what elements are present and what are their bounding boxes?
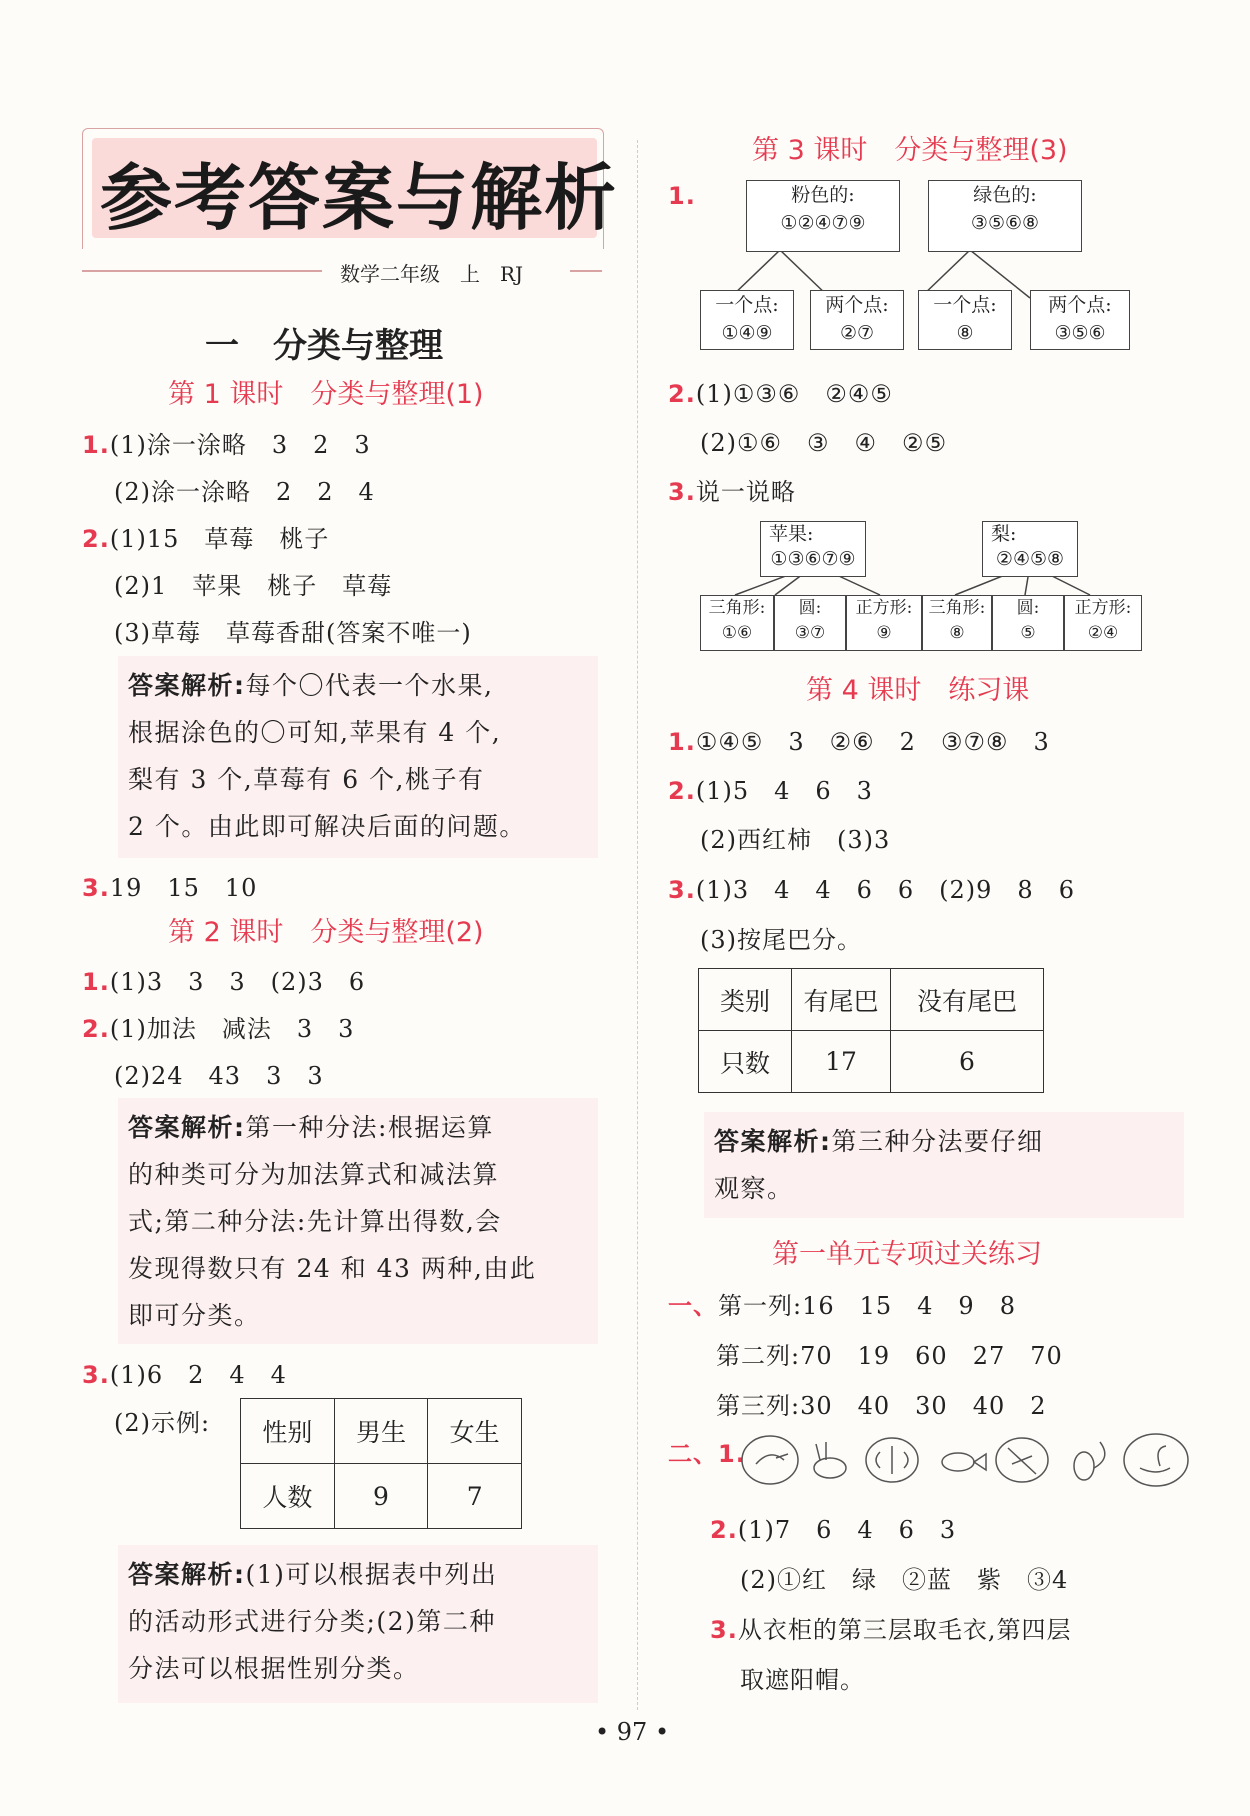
table-row-label: 人数 [241,1464,335,1529]
l4-analysis: 答案解析:第三种分法要仔细 观察。 [704,1112,1184,1218]
up-s2-num: 二、1. [668,1440,746,1468]
l1-q2-line2: (2)1 苹果 桃子 草莓 [114,572,393,600]
tree2-pear-box: 梨: ②④⑤⑧ [982,521,1078,577]
swan-icon [1124,1434,1188,1486]
table-header: 类别 [699,969,792,1031]
page-subtitle: 数学二年级 上 RJ [340,262,524,286]
table-header: 有尾巴 [792,969,891,1031]
l3-q3-line: 3.说一说略 [668,478,796,506]
subtitle-rule-left [82,270,322,272]
l4-q3-line2: (3)按尾巴分。 [700,926,862,954]
lesson1-title: 第 1 课时 分类与整理(1) [168,379,484,410]
l1-analysis: 答案解析:每个〇代表一个水果, 根据涂色的〇可知,苹果有 4 个, 梨有 3 个,草莓有 6 个,桃子有 2 个。由此即可解决后面的问题。 [118,656,598,858]
l4-q3-line1: 3.(1)3 4 4 6 6 (2)9 8 6 [668,876,1075,904]
tree1-leaf: 一个点: ①④⑨ [700,290,794,350]
tree2-leaf: 三角形: ①⑥ [700,595,774,651]
lesson4-title: 第 4 课时 练习课 [806,675,1030,706]
l2-q1-line: 1.(1)3 3 3 (2)3 6 [82,968,366,996]
tree1-green-box: 绿色的: ③⑤⑥⑧ [928,180,1082,252]
tree1-leaf: 两个点: ③⑤⑥ [1030,290,1130,350]
l4-q2-line2: (2)西红柿 (3)3 [700,826,891,854]
up-s2-q3-line1: 3.从衣柜的第三层取毛衣,第四层 [710,1616,1072,1644]
table-header: 性别 [241,1399,335,1464]
l2-q2-line2: (2)24 43 3 3 [114,1062,324,1090]
table-header: 没有尾巴 [891,969,1044,1031]
table-cell: 6 [891,1031,1044,1093]
l1-q1-line2: (2)涂一涂略 2 2 4 [114,478,375,506]
gender-table [240,1398,522,1529]
tree1-leaf: 两个点: ②⑦ [810,290,904,350]
up-s1-line3: 第三列:30 40 30 40 2 [716,1392,1047,1420]
tail-table [698,968,1044,1093]
l2-q3-line2: (2)示例: [114,1409,211,1437]
table-header: 男生 [334,1399,428,1464]
up-s1-line1: 一、第一列:16 15 4 9 8 [668,1292,1016,1320]
tree2-leaf: 正方形: ②④ [1064,595,1142,651]
up-s2-q2-line2: (2)①红 绿 ②蓝 紫 ③4 [740,1566,1069,1594]
unit-title: 一 分类与整理 [205,326,443,366]
unit-practice-title: 第一单元专项过关练习 [772,1239,1042,1270]
animal-row [740,1428,1200,1492]
table-cell: 17 [792,1031,891,1093]
rabbit-icon [814,1442,846,1478]
tree2-connectors [690,560,1150,600]
tree2-apple-box: 苹果: ①③⑥⑦⑨ [760,521,866,577]
table-cell: 9 [334,1464,428,1529]
up-s2-q3-line2: 取遮阳帽。 [740,1666,865,1694]
page-title: 参考答案与解析 [100,156,619,240]
l3-q2-line2: (2)①⑥ ③ ④ ②⑤ [700,429,948,457]
table-row-label: 只数 [699,1031,792,1093]
l1-q3-line: 3.19 15 10 [82,874,258,902]
fish-icon [942,1453,986,1471]
tree1-pink-box: 粉色的: ①②④⑦⑨ [746,180,900,252]
l3-q1-num: 1. [668,182,696,210]
column-divider [637,140,638,1710]
l3-q2-line1: 2.(1)①③⑥ ②④⑤ [668,380,893,408]
table-header: 女生 [428,1399,522,1464]
tree2-leaf: 圆: ③⑦ [774,595,846,651]
butterfly-icon [866,1438,918,1482]
subtitle-rule-right [570,270,602,272]
lesson3-title: 第 3 课时 分类与整理(3) [752,135,1068,166]
l2-q2-line1: 2.(1)加法 减法 3 3 [82,1015,355,1043]
lesson2-title: 第 2 课时 分类与整理(2) [168,917,484,948]
l1-q2-line3: (3)草莓 草莓香甜(答案不唯一) [114,619,472,647]
l1-q2-line1: 2.(1)15 草莓 桃子 [82,525,330,553]
l2-analysis2: 答案解析:(1)可以根据表中列出 的活动形式进行分类;(2)第二种 分法可以根据性别分类。 [118,1545,598,1703]
page-number: • 97 • [595,1718,670,1746]
tree2-leaf: 圆: ⑤ [992,595,1064,651]
up-s1-line2: 第二列:70 19 60 27 70 [716,1342,1063,1370]
tree2-leaf: 正方形: ⑨ [846,595,922,651]
l1-q1-line1: 1.(1)涂一涂略 3 2 3 [82,431,371,459]
l4-q1-line: 1.①④⑤ 3 ②⑥ 2 ③⑦⑧ 3 [668,728,1050,756]
tree2-leaf: 三角形: ⑧ [922,595,992,651]
squirrel-icon [1074,1442,1105,1480]
bird-icon [742,1436,798,1484]
l2-q3-line1: 3.(1)6 2 4 4 [82,1361,287,1389]
l2-analysis: 答案解析:第一种分法:根据运算 的种类可分为加法算式和减法算 式;第二种分法:先计算出得数,会 发现得数只有 24 和 43 两种,由此 即可分类。 [118,1098,598,1344]
table-cell: 7 [428,1464,522,1529]
up-s2-q2-line1: 2.(1)7 6 4 6 3 [710,1516,957,1544]
dragonfly-icon [996,1438,1048,1482]
tree1-leaf: 一个点: ⑧ [918,290,1012,350]
l4-q2-line1: 2.(1)5 4 6 3 [668,777,873,805]
